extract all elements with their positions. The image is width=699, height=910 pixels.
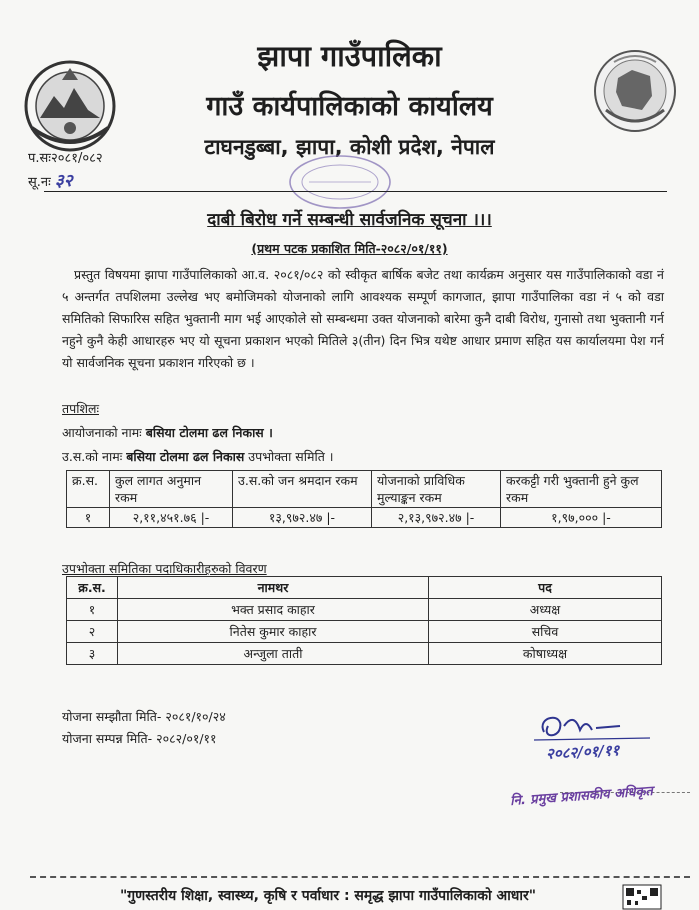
- project-label: आयोजनाको नामः: [62, 425, 142, 440]
- notice-body: प्रस्तुत विषयमा झापा गाउँपालिकाको आ.व. २०८१/०८२ को स्वीकृत बार्षिक बजेट तथा कार्यक्रम अनुसार यस गाउँपालिकाको वडा नं ५ अन्तर्गत तपशिलमा उल्लेख भए बमोजिमको योजनाको लागि आवश्यक सम्पूर्ण कागजात, झापा गाउँपालिका वडा नं ५ को वडा समितिको सिफारिस सहित भुक्तानी माग भई आएकोले सो सम्बन्धमा उक्त योजनाको बारेमा कुनै दाबी विरोध, गुनासो तथा भुक्तानी गर्न नहुने कुनै केही आधारहरु भए यो सूचना प्रकाशन भएको मितिले ३(तीन) दिन भित्र यथेष्ट आधार प्रमाण सहित यस कार्यालयमा पेश गर्न यो सार्वजनिक सूचना प्रकाशन गरिएको छ ।: [62, 267, 664, 370]
- cost-header-cell: क्र.स.: [67, 471, 110, 508]
- official-cell: नितेस कुमार काहार: [118, 621, 429, 643]
- project-name: बसिया टोलमा ढल निकास ।: [145, 425, 273, 440]
- footer-slogan: "गुणस्तरीय शिक्षा, स्वास्थ्य, कृषि र पर्वाधार : समृद्ध झापा गाउँपालिकाको आधार": [120, 888, 537, 904]
- agreement-date: योजना सम्झौता मिति- २०८१/१०/२४: [62, 709, 226, 724]
- officials-header-cell: पद: [429, 577, 662, 599]
- table-row: [67, 621, 662, 643]
- officials-table-header: [67, 577, 662, 599]
- officials-table: [66, 576, 662, 665]
- notice-heading: दाबी बिरोध गर्ने सम्बन्धी सार्वजनिक सूचना ।।।: [207, 210, 492, 230]
- cost-header-cell: करकट्टी गरी भुक्तानी हुने कुल रकम: [501, 471, 662, 508]
- cost-cell: १,९७,००० |-: [501, 508, 662, 528]
- ps-label: प.सः: [28, 151, 51, 166]
- ps-reference: [28, 148, 103, 166]
- header-divider: [44, 191, 667, 192]
- table-row: [67, 508, 662, 528]
- table-row: [67, 599, 662, 621]
- official-cell: अध्यक्ष: [429, 599, 662, 621]
- cost-table: [66, 470, 662, 528]
- cn-reference: [28, 168, 73, 191]
- cost-cell: २,१३,९७२.४७ |-: [372, 508, 501, 528]
- office-address: टाघनडुब्बा, झापा, कोशी प्रदेश, नेपाल: [204, 135, 495, 159]
- official-cell: सचिव: [429, 621, 662, 643]
- cost-cell: १: [67, 508, 110, 528]
- official-cell: कोषाध्यक्ष: [429, 643, 662, 665]
- completion-date: योजना सम्पन्न मिति- २०८२/०१/११: [62, 731, 217, 746]
- cost-header-cell: योजनाको प्राविधिक मुल्याङ्कन रकम: [372, 471, 501, 508]
- municipality-name: झापा गाउँपालिका: [257, 39, 442, 73]
- officials-header-cell: क्र.स.: [67, 577, 118, 599]
- office-stamp-icon: [285, 150, 395, 212]
- committee-label: उ.स.को नामः: [62, 449, 123, 464]
- office-name: गाउँ कार्यपालिकाको कार्यालय: [206, 91, 493, 122]
- cost-cell: २,११,४५१.७६ |-: [110, 508, 233, 528]
- cost-cell: १३,९७२.४७ |-: [233, 508, 372, 528]
- officer-stamp: नि. प्रमुख प्रशासकीय अधिकृत: [509, 784, 654, 809]
- official-cell: भक्त प्रसाद काहार: [118, 599, 429, 621]
- cn-label: सू.नः: [28, 175, 51, 190]
- officials-title: उपभोक्ता समितिका पदाधिकारीहरुको विवरण: [62, 561, 267, 576]
- official-cell: १: [67, 599, 118, 621]
- cost-table-header: [67, 471, 662, 508]
- officials-header-cell: नामथर: [118, 577, 429, 599]
- signature-date: २०८२/०१/११: [545, 741, 620, 763]
- publication-date: (प्रथम पटक प्रकाशित मिति-२०८२/०१/११): [251, 241, 448, 256]
- official-cell: २: [67, 621, 118, 643]
- tapsil-label: तपशिलः: [62, 401, 99, 416]
- project-line: [62, 424, 273, 441]
- qr-code-icon: [622, 884, 662, 910]
- cn-value: ३२: [54, 171, 73, 191]
- official-cell: अन्जुला ताती: [118, 643, 429, 665]
- footer-divider: [30, 876, 690, 878]
- ps-value: २०८१/०८२: [50, 151, 103, 166]
- committee-suffix: उपभोक्ता समिति ।: [248, 449, 334, 464]
- official-cell: ३: [67, 643, 118, 665]
- committee-line: [62, 448, 334, 465]
- committee-name: बसिया टोलमा ढल निकास: [126, 449, 245, 464]
- table-row: [67, 643, 662, 665]
- cost-header-cell: उ.स.को जन श्रमदान रकम: [233, 471, 372, 508]
- cost-header-cell: कुल लागत अनुमान रकम: [110, 471, 233, 508]
